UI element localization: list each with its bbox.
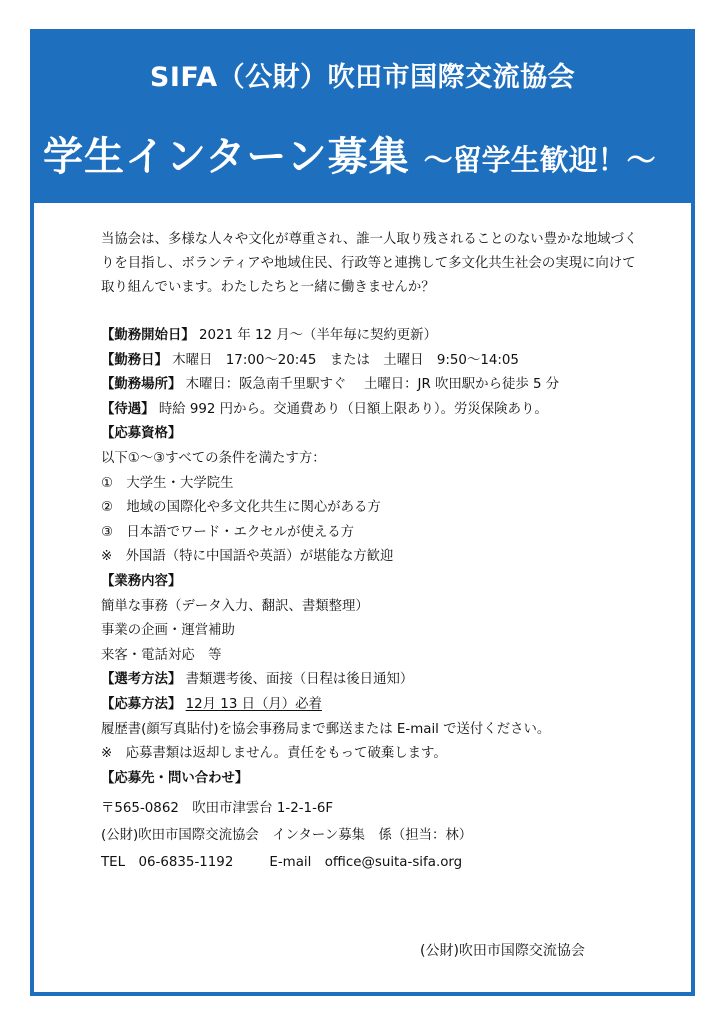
- contact-phone-email: [101, 849, 661, 876]
- subtitle: ～留学生歓迎！～: [423, 143, 656, 177]
- duty-item: 事業の企画・運営補助: [101, 623, 235, 639]
- work-place-row: [101, 373, 661, 398]
- intro-paragraph: [101, 228, 661, 300]
- selection-row: [101, 668, 661, 693]
- contact-heading: 【応募先・問い合わせ】: [101, 770, 249, 786]
- application-deadline: 12月 13 日（月）必着: [185, 696, 322, 712]
- intro-line: 取り組んでいます。わたしたちと一緒に働きませんか？: [101, 280, 435, 295]
- contact-block: [101, 795, 661, 876]
- duties-heading: 【業務内容】: [101, 573, 182, 589]
- qualification-note: ※ 外国語（特に中国語や英語）が堪能な方歓迎: [101, 549, 394, 565]
- main-title: 学生インターン募集: [43, 134, 410, 180]
- contact-org: (公財)吹田市国際交流協会 インターン募集 係（担当：林）: [101, 828, 473, 844]
- contact-phone: TEL 06-6835-1192: [101, 855, 234, 871]
- start-date-row: [101, 324, 661, 349]
- document-body: [101, 228, 661, 876]
- intro-line: 当協会は、多様な人々や文化が尊重され、誰一人取り残されることのない豊かな地域づく: [101, 232, 638, 247]
- recruitment-title: [43, 125, 656, 182]
- work-place-value: 木曜日：阪急南千里駅すぐ 土曜日：JR 吹田駅から徒歩 5 分: [185, 377, 560, 393]
- contact-address: 〒565-0862 吹田市津雲台 1-2-1-6F: [101, 801, 334, 817]
- qualification-item: ① 大学生・大学院生: [101, 475, 234, 491]
- application-row: [101, 693, 661, 718]
- header-banner: [30, 29, 695, 203]
- selection-value: 書類選考後、面接（日程は後日通知）: [185, 672, 414, 688]
- duty-item: 来客・電話対応 等: [101, 647, 222, 663]
- pay-value: 時給 992 円から。交通費あり（日額上限あり）。労災保険あり。: [158, 401, 548, 417]
- qualifications-heading: 【応募資格】: [101, 426, 182, 442]
- work-days-label: 【勤務日】: [101, 352, 168, 368]
- org-title: SIFA（公財）吹田市国際交流協会: [149, 62, 576, 93]
- application-instructions: 履歴書(顔写真貼付)を協会事務局まで郵送または E-mail で送付ください。: [101, 721, 551, 737]
- work-days-value: 木曜日 17:00～20:45 または 土曜日 9:50～14:05: [172, 352, 519, 368]
- qualifications-lead: 以下①～③すべての条件を満たす方：: [101, 450, 326, 466]
- pay-row: [101, 398, 661, 423]
- work-place-label: 【勤務場所】: [101, 377, 182, 393]
- duty-item: 簡単な事務（データ入力、翻訳、書類整理）: [101, 598, 369, 614]
- pay-label: 【待遇】: [101, 401, 155, 417]
- start-date-value: 2021 年 12 月～（半年毎に契約更新）: [199, 328, 437, 343]
- selection-label: 【選考方法】: [101, 672, 182, 688]
- qualification-item: ② 地域の国際化や多文化共生に関心がある方: [101, 500, 381, 516]
- intro-line: りを目指し、ボランティアや地域住民、行政等と連携して多文化共生社会の実現に向けて: [101, 256, 636, 271]
- application-label: 【応募方法】: [101, 696, 182, 712]
- application-note: ※ 応募書類は返却しません。責任をもって破棄します。: [101, 746, 447, 762]
- contact-email: E-mail office@suita-sifa.org: [269, 855, 463, 871]
- qualification-item: ③ 日本語でワード・エクセルが使える方: [101, 524, 355, 540]
- start-date-label: 【勤務開始日】: [101, 328, 195, 343]
- footer-org-name: (公財)吹田市国際交流協会: [420, 943, 585, 959]
- work-days-row: [101, 349, 661, 374]
